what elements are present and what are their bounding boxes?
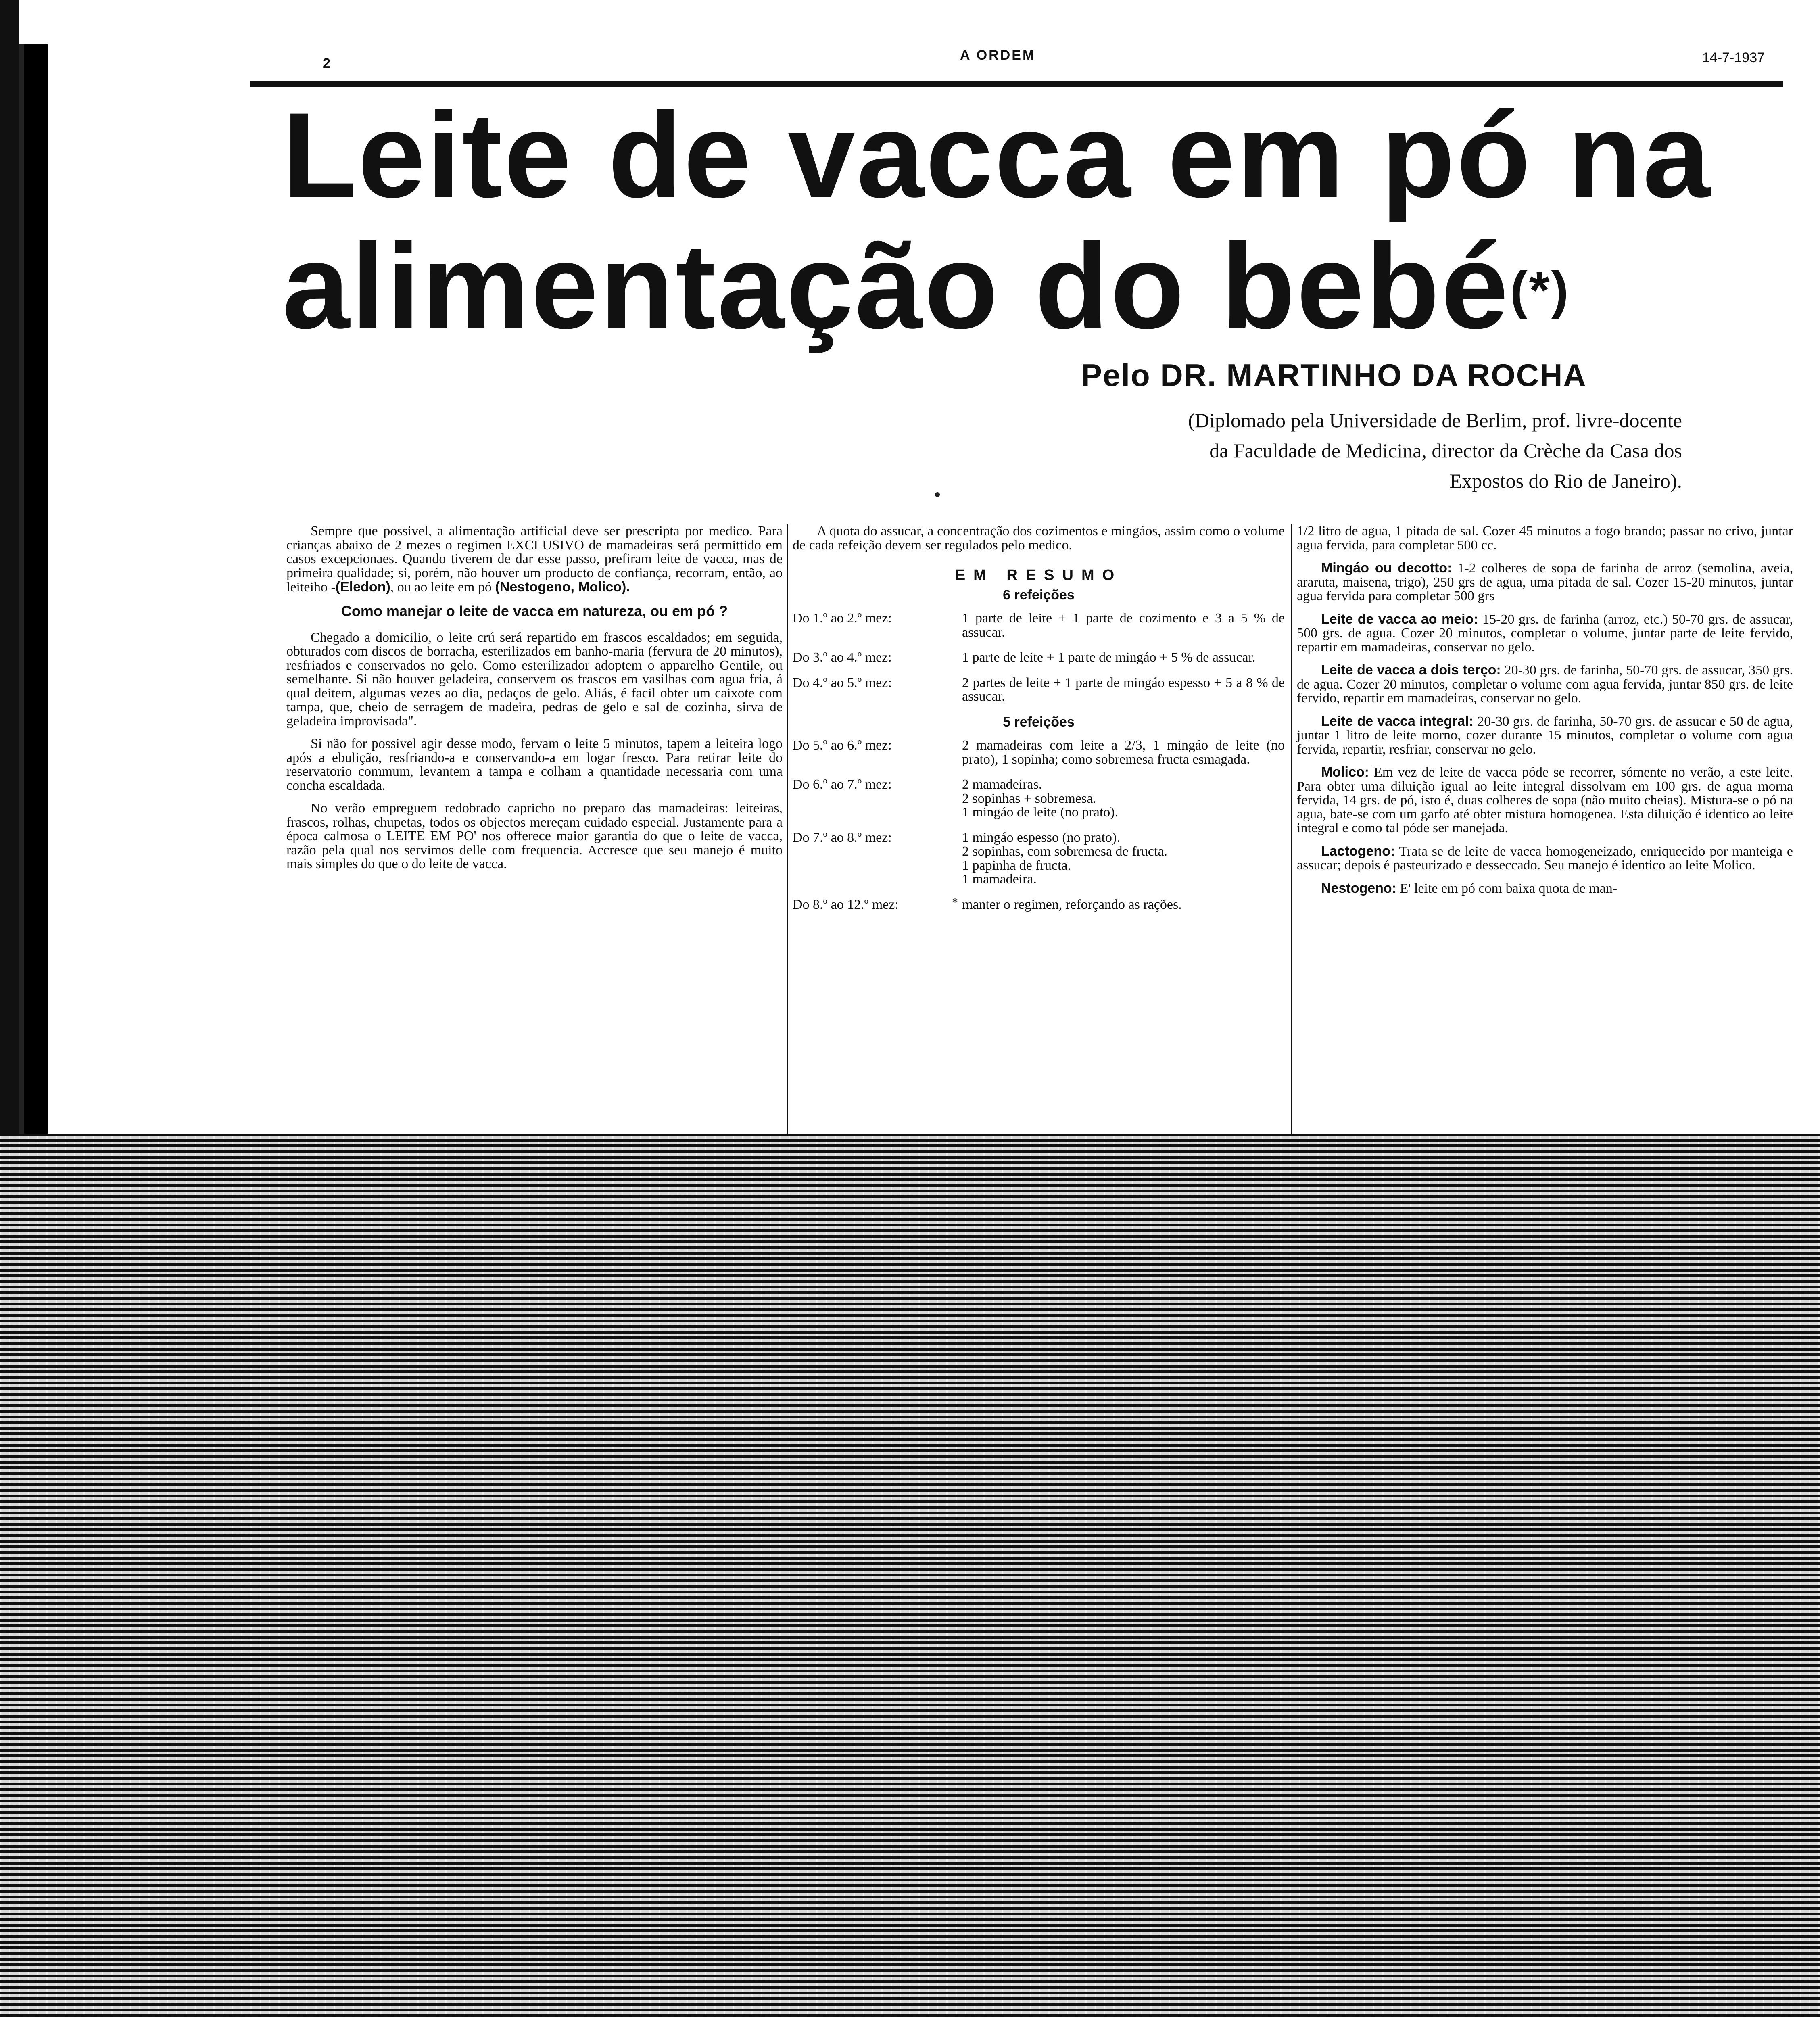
issue-date: 14-7-1937: [1702, 50, 1765, 65]
paragraph-boiling: Si não for possivel agir desse modo, fervam o leite 5 minutos, tapem a leiteira logo após a ebulição, resfriando-a e conservando-a em logar fresco. Para retirar leite do reservatorio commum, levantem a tampa e colham a quantidade necessaria com uma concha escaldada.: [286, 736, 783, 793]
recipe-text: Em vez de leite de vacca póde se recorrer, sómente no verão, a este leite. Para obter uma diluição igual ao leite integral dissolvam em 100 grs. de agua morna fervida, 14 grs. de pó, isto é, duas colheres de sopa (não muito cheias). Mistura-se o pó na agua, bate-se com um garfo até obter mistura homogenea. Esta diluição é identico ao leite integral e como tal póde ser manejada.: [1297, 765, 1793, 835]
schedule-line: 1 parte de leite + 1 parte de mingáo + 5 % de assucar.: [962, 650, 1256, 665]
schedule-row: [793, 651, 1285, 665]
schedule-row: [793, 831, 1285, 887]
schedule-period: Do 5.º ao 6.º mez:: [793, 738, 892, 753]
recipe-title: Leite de vacca ao meio:: [1321, 611, 1478, 627]
schedule-text: [962, 778, 1285, 820]
schedule-row: [793, 612, 1285, 639]
header-rule: [250, 81, 1783, 87]
schedule-text: [962, 676, 1285, 704]
footnote-mark: (*): [1510, 261, 1570, 319]
recipe-text: Trata se de leite de vacca homogeneizado, enriquecido por manteiga e assucar; depois é pasteurizado e desseccado. Seu manejo é identico ao leite Molico.: [1297, 844, 1793, 873]
recipe-two-thirds-milk: [1297, 663, 1793, 706]
schedule-text: [962, 612, 1285, 639]
scan-dark-edge: [0, 0, 19, 1134]
article-headline: [282, 87, 1815, 354]
intro-text-mid: , ou ao leite em pó: [390, 580, 492, 595]
paragraph-intro: [286, 524, 783, 595]
headline-line-1: Leite de vacca em pó na: [282, 87, 1712, 223]
schedule-period: Do 1.º ao 2.º mez:: [793, 611, 892, 626]
schedule-line: 1 papinha de fructa.: [962, 858, 1071, 873]
intro-text: Sempre que possivel, a alimentação artificial deve ser prescripta por medico. Para crianças abaixo de 2 mezes o regimen EXCLUSIVO de mamadeiras será permittido em casos excepcionaes. Quando tiverem de dar esse passo, prefiram leite de vacca, mas de primeira qualidade; si, porém, não houver um producto de confiança, recorram, então, ao leiteiho -: [286, 524, 783, 595]
meals-heading-5: 5 refeições: [1003, 714, 1075, 730]
page-header: [319, 48, 1771, 72]
schedule-period: Do 8.º ao 12.º mez:: [793, 897, 899, 912]
credentials-line-3: Expostos do Rio de Janeiro).: [1449, 470, 1682, 492]
schedule-line: 2 sopinhas + sobremesa.: [962, 791, 1096, 806]
recipe-lactogeno: [1297, 844, 1793, 873]
schedule-line: 1 mamadeira.: [962, 872, 1037, 887]
schedule-row: [793, 739, 1285, 766]
schedule-6-meals: [793, 612, 1285, 704]
credentials-line-2: da Faculdade de Medicina, director da Crèche da Casa dos: [1209, 439, 1682, 462]
summary-heading: EM RESUMO: [955, 567, 1123, 584]
author-byline: Pelo DR. MARTINHO DA ROCHA: [1081, 357, 1587, 393]
recipe-text: 20-30 grs. de farinha, 50-70 grs. de assucar, 350 grs. de agua. Cozer 20 minutos, completar o volume com agua fervida, juntar 850 grs. de leite fervido, repartir em mamadeiras, conservar no gelo.: [1297, 663, 1793, 706]
schedule-line: 2 mamadeiras.: [962, 777, 1042, 792]
headline-line-2-text: alimentação do bebé: [282, 218, 1510, 354]
column-divider-1: [787, 524, 788, 1134]
newspaper-name: A ORDEM: [960, 48, 1036, 63]
schedule-period: Do 6.º ao 7.º mez:: [793, 777, 892, 792]
schedule-line: 1 mingáo espesso (no prato).: [962, 830, 1120, 845]
schedule-text: [962, 898, 1285, 912]
author-credentials: [1061, 405, 1682, 496]
schedule-line: 1 parte de leite + 1 parte de cozimento e 3 a 5 % de assucar.: [962, 611, 1285, 640]
column-divider-2: [1291, 524, 1292, 1134]
schedule-line: 2 partes de leite + 1 parte de mingáo espesso + 5 a 8 % de assucar.: [962, 675, 1285, 704]
headline-line-2: [282, 218, 1815, 354]
recipe-half-milk: [1297, 612, 1793, 655]
paragraph-continued: 1/2 litro de agua, 1 pitada de sal. Cozer 45 minutos a fogo brando; passar no crivo, juntar agua fervida, para completar 500 cc.: [1297, 524, 1793, 553]
article-column-3: [1297, 524, 1793, 904]
recipe-title: Leite de vacca integral:: [1321, 713, 1474, 729]
recipe-text: 20-30 grs. de farinha, 50-70 grs. de assucar e 50 de agua, juntar 1 litro de leite morno, cozer durante 15 minutos, completar o volume com agua fervida, repartir, resfriar, conservar no gelo.: [1297, 714, 1793, 757]
schedule-text: [962, 739, 1285, 766]
recipe-text: 15-20 grs. de farinha (arroz, etc.) 50-70 grs. de assucar, 500 grs. de agua. Cozer 20 minutos, completar o volume, juntar parte de leite fervido, repartir em mamadeiras, conservar no gelo.: [1297, 612, 1793, 655]
schedule-row: [793, 778, 1285, 820]
schedule-line: 2 sopinhas, com sobremesa de fructa.: [962, 844, 1167, 859]
page-gutter-line: [19, 44, 24, 1134]
paragraph-storage: Chegado a domicilio, o leite crú será repartido em frascos escaldados; em seguida, obturados com discos de borracha, esterilizados em banho-maria (fervura de 20 minutos), resfriados e conservados no gelo. Como esterilizador adoptem o apparelho Gentile, ou semelhante. Si não houver geladeira, conservem os frascos em vasilhas com agua fria, á qual deitem, algumas vezes ao dia, pedaços de gelo. Aliás, é facil obter um caixote com tampa, que, cheio de serragem de madeira, pedras de gelo e sal de cozinha, sirva de geladeira improvisada".: [286, 630, 783, 729]
recipe-title: Leite de vacca a dois terço:: [1321, 662, 1501, 678]
section-subheading: Como manejar o leite de vacca em natureza, ou em pó ?: [341, 602, 728, 619]
meals-heading-6: 6 refeições: [1003, 587, 1075, 603]
recipe-title: Mingáo ou decotto:: [1321, 560, 1452, 576]
recipe-nestogeno: [1297, 881, 1793, 896]
scan-noise-band: [0, 1134, 1820, 2017]
page-number: 2: [323, 56, 330, 71]
schedule-row: [793, 676, 1285, 704]
schedule-text: [962, 651, 1285, 665]
schedule-period: Do 7.º ao 8.º mez:: [793, 830, 892, 845]
schedule-period: Do 3.º ao 4.º mez:: [793, 650, 892, 665]
article-column-1: [286, 524, 783, 880]
paragraph-quota: A quota do assucar, a concentração dos cozimentos e mingáos, assim como o volume de cada refeição devem ser regulados pelo medico.: [793, 524, 1285, 553]
schedule-period: Do 4.º ao 5.º mez:: [793, 675, 892, 690]
credentials-line-1: (Diplomado pela Universidade de Berlim, prof. livre-docente: [1188, 409, 1682, 432]
schedule-text: [962, 831, 1285, 887]
intro-brands: (Nestogeno, Molico).: [495, 579, 630, 595]
recipe-text: 1-2 colheres de sopa de farinha de arroz (semolina, aveia, araruta, maisena, trigo), 250 grs de agua, uma pitada de sal. Cozer 15-20 minutos, juntar agua fervida para completar 500 grs: [1297, 561, 1793, 603]
intro-brand-eledon: (Eledon): [335, 579, 390, 595]
stray-asterisk: *: [952, 896, 958, 909]
recipe-title: Molico:: [1321, 764, 1369, 780]
schedule-line: 2 mamadeiras com leite a 2/3, 1 mingáo de leite (no prato), 1 sopinha; como sobremesa fructa esmagada.: [962, 738, 1285, 767]
schedule-row: [793, 898, 1285, 912]
article-column-2: [793, 524, 1285, 923]
schedule-line: manter o regimen, reforçando as rações.: [962, 897, 1182, 912]
recipe-title: Nestogeno:: [1321, 880, 1396, 896]
recipe-text: E' leite em pó com baixa quota de man-: [1396, 881, 1618, 896]
recipe-title: Lactogeno:: [1321, 843, 1395, 859]
paragraph-summer: No verão empreguem redobrado capricho no preparo das mamadeiras: leiteiras, frascos, rolhas, chupetas, todos os objectos mereçam cuidado especial. Justamente para a época calmosa o LEITE EM PO' nos offerece maior garantia do que o leite de vacca, razão pela qual nos servimos delle com frequencia. Accresce que seu manejo é muito mais simples do que o do leite de vacca.: [286, 801, 783, 871]
recipe-molico: [1297, 765, 1793, 835]
schedule-line: 1 mingáo de leite (no prato).: [962, 805, 1119, 820]
print-speck: [935, 492, 940, 497]
recipe-mingao: [1297, 561, 1793, 603]
recipe-whole-milk: [1297, 714, 1793, 757]
schedule-5-meals: [793, 739, 1285, 912]
